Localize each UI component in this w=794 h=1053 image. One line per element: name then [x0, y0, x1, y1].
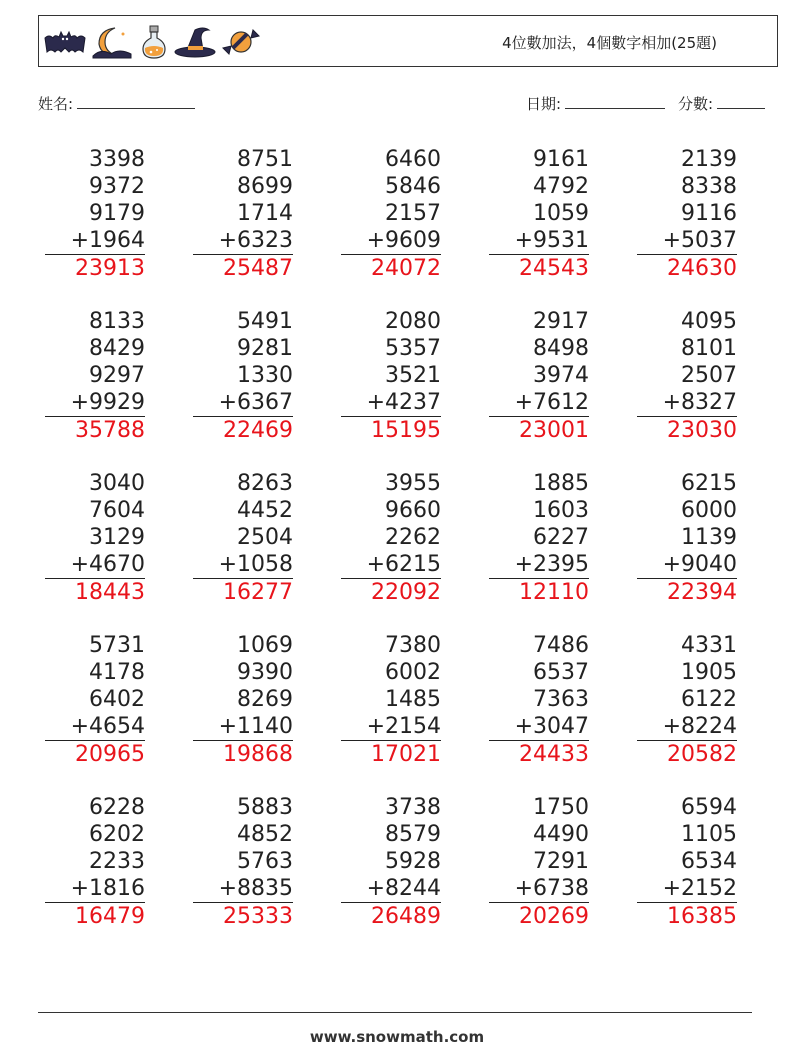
addition-problem	[45, 470, 145, 606]
addend: 1714	[237, 201, 293, 226]
addend: 8699	[237, 174, 293, 199]
candy-icon	[219, 24, 263, 60]
addition-problem	[45, 308, 145, 444]
addition-problem	[193, 470, 293, 606]
addend: 9297	[89, 363, 145, 388]
addend: 6215	[681, 471, 737, 496]
addition-problem	[489, 470, 589, 606]
answer: 24433	[519, 742, 589, 767]
addend: 3521	[385, 363, 441, 388]
answer: 24543	[519, 256, 589, 281]
addend: 2157	[385, 201, 441, 226]
addend: 3040	[89, 471, 145, 496]
addend: 6534	[681, 849, 737, 874]
addend: 3974	[533, 363, 589, 388]
addend-last: +9609	[341, 227, 441, 255]
addend-last: +6738	[489, 875, 589, 903]
addend: 9281	[237, 336, 293, 361]
addend: 4852	[237, 822, 293, 847]
addition-problem	[45, 794, 145, 930]
addend-last: +6367	[193, 389, 293, 417]
addition-problem	[193, 632, 293, 768]
addend: 6002	[385, 660, 441, 685]
addend-last: +9929	[45, 389, 145, 417]
addition-problem	[637, 146, 737, 282]
addend: 1105	[681, 822, 737, 847]
addend: 1603	[533, 498, 589, 523]
addend-last: +5037	[637, 227, 737, 255]
addend: 9372	[89, 174, 145, 199]
halloween-icons	[43, 22, 263, 62]
answer: 15195	[371, 418, 441, 443]
addition-problem	[193, 794, 293, 930]
addition-problem	[637, 632, 737, 768]
addition-problem	[341, 632, 441, 768]
addend: 9390	[237, 660, 293, 685]
addend-last: +4237	[341, 389, 441, 417]
addend-last: +9040	[637, 551, 737, 579]
addend: 1069	[237, 633, 293, 658]
addend-last: +2154	[341, 713, 441, 741]
addend: 2080	[385, 309, 441, 334]
addend: 8133	[89, 309, 145, 334]
addend: 5763	[237, 849, 293, 874]
addend: 6202	[89, 822, 145, 847]
footer-divider	[38, 1012, 752, 1013]
answer: 22394	[667, 580, 737, 605]
addend: 5731	[89, 633, 145, 658]
addend: 6460	[385, 147, 441, 172]
addend: 6122	[681, 687, 737, 712]
addend: 9116	[681, 201, 737, 226]
addend: 8751	[237, 147, 293, 172]
addend: 5883	[237, 795, 293, 820]
addend: 9179	[89, 201, 145, 226]
addend: 5491	[237, 309, 293, 334]
date-field	[526, 92, 665, 114]
answer: 25487	[223, 256, 293, 281]
name-blank[interactable]	[77, 92, 195, 109]
answer: 23001	[519, 418, 589, 443]
addend: 7363	[533, 687, 589, 712]
addend: 1885	[533, 471, 589, 496]
addend: 4178	[89, 660, 145, 685]
addend-last: +2395	[489, 551, 589, 579]
addend: 1905	[681, 660, 737, 685]
addend: 9660	[385, 498, 441, 523]
answer: 35788	[75, 418, 145, 443]
footer-site: www.snowmath.com	[309, 1028, 485, 1046]
addition-problem	[489, 632, 589, 768]
addend-last: +7612	[489, 389, 589, 417]
addition-problem	[45, 632, 145, 768]
answer: 12110	[519, 580, 589, 605]
answer: 17021	[371, 742, 441, 767]
addend: 4095	[681, 309, 737, 334]
addition-problem	[341, 794, 441, 930]
date-blank[interactable]	[565, 92, 665, 109]
addend: 1485	[385, 687, 441, 712]
addend: 3738	[385, 795, 441, 820]
addend-last: +8224	[637, 713, 737, 741]
addend: 2139	[681, 147, 737, 172]
addition-problem	[341, 146, 441, 282]
date-label: 日期:	[526, 95, 562, 113]
addend: 6402	[89, 687, 145, 712]
addend: 2917	[533, 309, 589, 334]
answer: 22469	[223, 418, 293, 443]
addend-last: +3047	[489, 713, 589, 741]
addend: 6000	[681, 498, 737, 523]
answer: 20582	[667, 742, 737, 767]
addend: 6228	[89, 795, 145, 820]
addend: 2233	[89, 849, 145, 874]
addend: 1330	[237, 363, 293, 388]
addition-problem	[193, 308, 293, 444]
addend: 6537	[533, 660, 589, 685]
addend-last: +1816	[45, 875, 145, 903]
addend: 4452	[237, 498, 293, 523]
score-label: 分數:	[678, 95, 714, 113]
answer: 23030	[667, 418, 737, 443]
moon-icon	[89, 24, 135, 60]
addend: 7291	[533, 849, 589, 874]
addend: 5357	[385, 336, 441, 361]
answer: 20269	[519, 904, 589, 929]
name-label: 姓名:	[38, 95, 74, 113]
addition-problem	[637, 794, 737, 930]
answer: 26489	[371, 904, 441, 929]
addend: 8269	[237, 687, 293, 712]
addend: 8579	[385, 822, 441, 847]
addend: 2504	[237, 525, 293, 550]
answer: 16385	[667, 904, 737, 929]
addition-problem	[637, 470, 737, 606]
addend: 9161	[533, 147, 589, 172]
addend: 8101	[681, 336, 737, 361]
addition-problem	[489, 308, 589, 444]
addend-last: +1140	[193, 713, 293, 741]
addend: 6227	[533, 525, 589, 550]
answer: 16277	[223, 580, 293, 605]
addend: 8429	[89, 336, 145, 361]
answer: 22092	[371, 580, 441, 605]
addition-problem	[637, 308, 737, 444]
addend-last: +8327	[637, 389, 737, 417]
worksheet-header	[38, 15, 778, 67]
answer: 19868	[223, 742, 293, 767]
addend: 4490	[533, 822, 589, 847]
addend: 3955	[385, 471, 441, 496]
witch-hat-icon	[173, 24, 217, 60]
addend: 7380	[385, 633, 441, 658]
addend-last: +9531	[489, 227, 589, 255]
addend: 4331	[681, 633, 737, 658]
addend: 3129	[89, 525, 145, 550]
answer: 20965	[75, 742, 145, 767]
addend: 5846	[385, 174, 441, 199]
addition-problem	[341, 308, 441, 444]
score-blank[interactable]	[717, 92, 765, 109]
addend: 1059	[533, 201, 589, 226]
addend: 2507	[681, 363, 737, 388]
addend: 7486	[533, 633, 589, 658]
addition-problem	[489, 794, 589, 930]
answer: 25333	[223, 904, 293, 929]
addend: 7604	[89, 498, 145, 523]
worksheet-title: 4位數加法，4個數字相加(25題)	[502, 34, 717, 52]
addend-last: +1964	[45, 227, 145, 255]
answer: 18443	[75, 580, 145, 605]
addend: 8263	[237, 471, 293, 496]
addend: 5928	[385, 849, 441, 874]
bat-icon	[43, 24, 87, 60]
addend: 8498	[533, 336, 589, 361]
score-field	[678, 92, 765, 114]
addend-last: +2152	[637, 875, 737, 903]
name-field	[38, 92, 195, 114]
potion-icon	[137, 24, 171, 60]
addend-last: +4654	[45, 713, 145, 741]
addend-last: +1058	[193, 551, 293, 579]
answer: 24630	[667, 256, 737, 281]
addend-last: +4670	[45, 551, 145, 579]
answer: 23913	[75, 256, 145, 281]
addition-problem	[489, 146, 589, 282]
addend: 6594	[681, 795, 737, 820]
addend-last: +8244	[341, 875, 441, 903]
addend-last: +6323	[193, 227, 293, 255]
answer: 16479	[75, 904, 145, 929]
addend: 4792	[533, 174, 589, 199]
answer: 24072	[371, 256, 441, 281]
addend-last: +6215	[341, 551, 441, 579]
addition-problem	[341, 470, 441, 606]
addend: 1750	[533, 795, 589, 820]
addend: 8338	[681, 174, 737, 199]
addend-last: +8835	[193, 875, 293, 903]
addend: 1139	[681, 525, 737, 550]
addend: 2262	[385, 525, 441, 550]
addition-problem	[193, 146, 293, 282]
addition-problem	[45, 146, 145, 282]
addend: 3398	[89, 147, 145, 172]
